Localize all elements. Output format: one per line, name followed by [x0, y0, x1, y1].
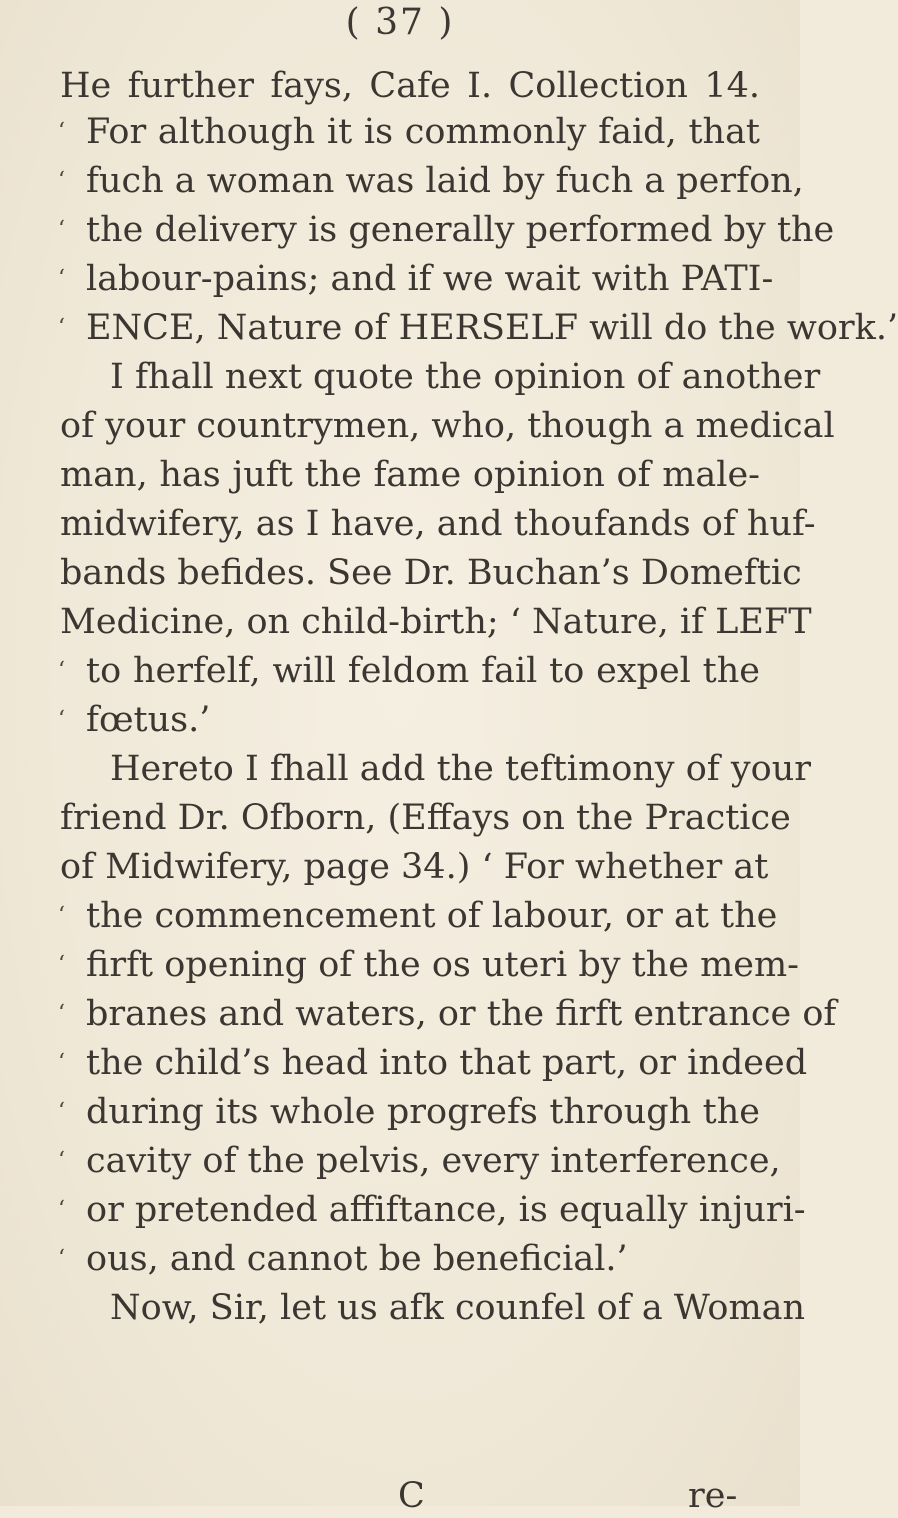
text-line: to herfelf, will feldom fail to expel the	[86, 651, 760, 691]
quote-mark: ‘	[58, 168, 65, 193]
quote-mark: ‘	[58, 119, 65, 144]
text-line: of Midwifery, page 34.) ‘ For whether at	[60, 847, 769, 887]
text-line: the child’s head into that part, or indeed	[86, 1043, 808, 1083]
text-line: fœtus.’	[86, 700, 211, 740]
text-line: fuch a woman was laid by fuch a perfon,	[86, 161, 804, 201]
text-line: ous, and cannot be beneficial.’	[86, 1239, 628, 1279]
text-line: bands befides. See Dr. Buchan’s Domeftic	[60, 553, 802, 593]
quote-mark: ‘	[58, 952, 65, 977]
text-line: midwifery, as I have, and thoufands of huf-	[60, 504, 816, 544]
quote-mark: ‘	[58, 1197, 65, 1222]
quote-mark: ‘	[58, 707, 65, 732]
page-number: ( 37 )	[345, 2, 455, 43]
text-line: the delivery is generally performed by the	[86, 210, 835, 250]
text-line: branes and waters, or the firft entrance of	[86, 994, 837, 1034]
text-line: the commencement of labour, or at the	[86, 896, 778, 936]
text-line: ENCE, Nature of HERSELF will do the work.’	[86, 308, 898, 348]
text-line: during its whole progrefs through the	[86, 1092, 760, 1132]
text-line: firft opening of the os uteri by the mem-	[86, 945, 800, 985]
quote-mark: ‘	[58, 1148, 65, 1173]
quote-mark: ‘	[58, 1050, 65, 1075]
text-line: cavity of the pelvis, every interference,	[86, 1141, 781, 1181]
text-line: Hereto I fhall add the teftimony of your	[110, 749, 811, 789]
text-line: Medicine, on child-birth; ‘ Nature, if LEFT	[60, 602, 812, 642]
quote-mark: ‘	[58, 217, 65, 242]
text-line: He further fays, Cafe I. Collection 14.	[60, 66, 760, 106]
text-line: friend Dr. Ofborn, (Effays on the Practice	[60, 798, 791, 838]
quote-mark: ‘	[58, 1246, 65, 1271]
quote-mark: ‘	[58, 266, 65, 291]
text-line: Now, Sir, let us afk counfel of a Woman	[110, 1288, 806, 1328]
catchword: re-	[688, 1476, 738, 1516]
text-line: man, has juft the fame opinion of male-	[60, 455, 760, 495]
quote-mark: ‘	[58, 903, 65, 928]
quote-mark: ‘	[58, 658, 65, 683]
text-line: I fhall next quote the opinion of another	[110, 357, 821, 397]
text-line: of your countrymen, who, though a medical	[60, 406, 835, 446]
text-line: For although it is commonly faid, that	[86, 112, 760, 152]
signature-mark: C	[398, 1476, 425, 1516]
text-line: labour-pains; and if we wait with PATI-	[86, 259, 774, 299]
quote-mark: ‘	[58, 1099, 65, 1124]
quote-mark: ‘	[58, 1001, 65, 1026]
text-line: or pretended affiftance, is equally injuri-	[86, 1190, 806, 1230]
quote-mark: ‘	[58, 315, 65, 340]
